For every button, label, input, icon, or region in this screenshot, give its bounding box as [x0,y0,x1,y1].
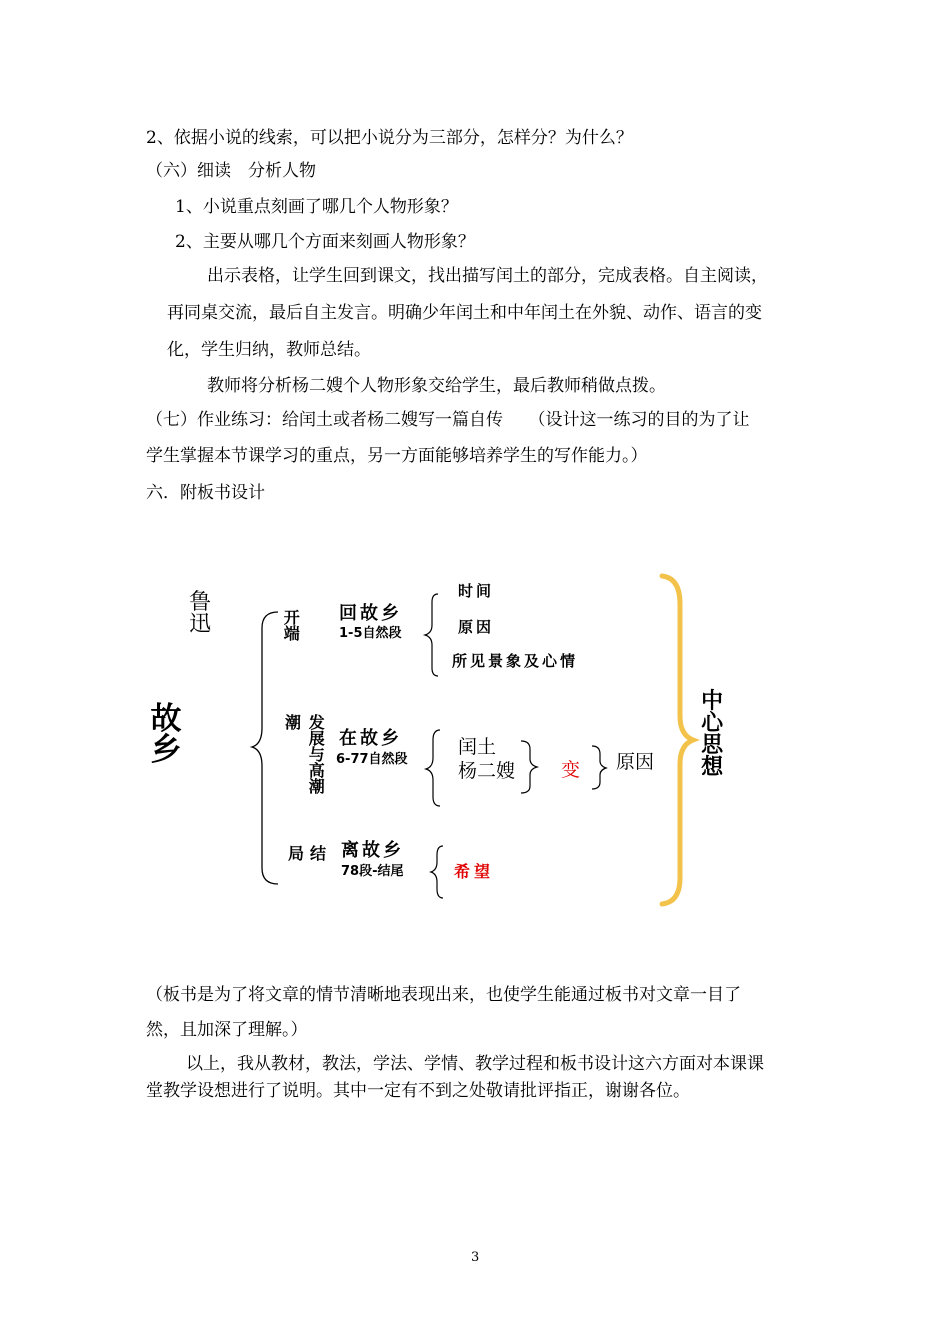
heading-section-7: （七）作业练习：给闰土或者杨二嫂写一篇自传 （设计这一练习的目的为了让 [146,410,750,430]
change-close-brace [592,746,606,789]
paras-climax: 6-77自然段 [336,752,408,767]
people-close-brace [521,741,537,793]
paras-beginning: 1-5自然段 [339,626,402,641]
question-2: 2、依据小说的线索，可以把小说分为三部分，怎样分？为什么？ [146,128,633,148]
person-yang-ersao: 杨二嫂 [458,760,516,782]
hope-label: 希望 [454,862,495,881]
paras-ending: 78段-结尾 [341,864,404,879]
label-climax: 发展与高潮 [308,713,325,796]
section-7-continued: 学生掌握本节课学习的重点，另一方面能够培养学生的写作能力。） [146,446,648,466]
closing-line-2: 堂教学设想进行了说明。其中一定有不到之处敬请批评指正，谢谢各位。 [146,1081,690,1101]
paragraph-table-line-2: 再同桌交流，最后自主发言。明确少年闰土和中年闰土在外貌、动作、语言的变 [167,303,762,323]
paragraph-table-line-3: 化，学生归纳，教师总结。 [167,340,371,360]
event-at-home: 在故乡 [339,728,402,749]
board-note-line-1: （板书是为了将文章的情节清晰地表现出来，也使学生能通过板书对文章一目了 [146,985,741,1005]
change-label: 变 [561,759,581,781]
event-return-home: 回故乡 [339,603,402,624]
paragraph-yang-ersao: 教师将分析杨二嫂个人物形象交给学生，最后教师稍做点拨。 [207,376,666,396]
beginning-brace [425,594,438,676]
point-scenery: 所见景象及心情 [452,652,579,670]
question-6-1: 1、小说重点刻画了哪几个人物形象？ [175,197,458,217]
closing-line-1: 以上，我从教材，教法，学法、学情、教学过程和板书设计这六方面对本课课 [186,1054,764,1074]
label-ending: 局结 [288,844,333,863]
paragraph-table-line-1: 出示表格，让学生回到课文，找出描写闰土的部分，完成表格。自主阅读， [207,266,768,286]
heading-section-6: （六）细读 分析人物 [146,161,316,181]
point-time: 时间 [458,582,495,600]
climax-brace [426,730,440,806]
ending-brace [431,846,443,898]
board-author: 鲁迅 [189,590,212,637]
center-idea: 中心思想 [701,689,724,780]
board-note-line-2: 然，且加深了理解。） [146,1020,308,1040]
point-reason: 原因 [458,618,495,636]
main-brace [252,612,278,884]
label-beginning: 开端 [283,608,300,643]
event-leave-home: 离故乡 [341,840,404,861]
board-title: 故乡 [150,701,182,768]
reason-label: 原因 [616,751,655,773]
label-climax-char-1: 潮 [285,713,302,732]
heading-board-design: 六．附板书设计 [146,483,265,503]
center-brace [662,576,693,904]
person-runtu: 闰土 [458,736,497,758]
question-6-2: 2、主要从哪几个方面来刻画人物形象？ [175,232,475,252]
page-number: 3 [471,1250,480,1265]
